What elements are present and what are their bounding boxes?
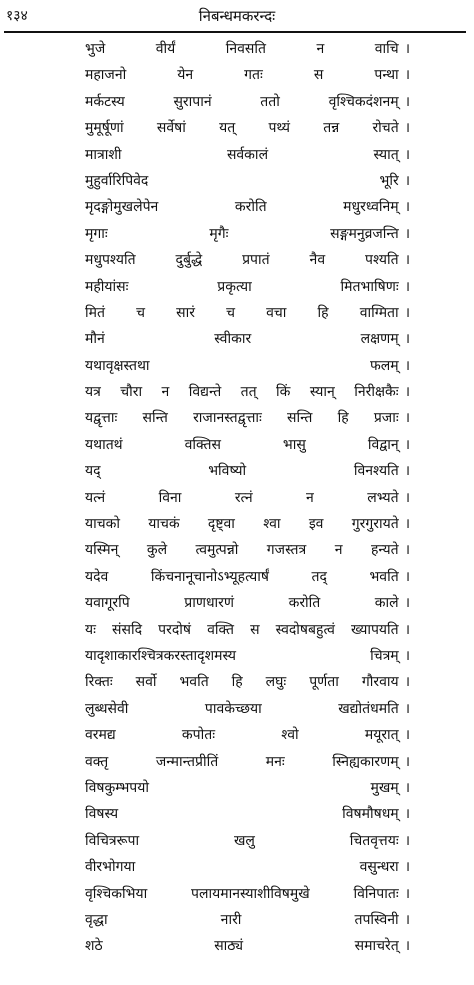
proverb-word: विषकुम्भपयो: [85, 779, 149, 796]
danda-mark: ।: [404, 727, 410, 744]
proverb-text: [85, 617, 399, 643]
proverb-text: [85, 168, 399, 194]
proverb-word: विनश्यति: [353, 463, 399, 480]
proverb-word: च: [136, 304, 145, 321]
proverb-word: प्रकृत्या: [217, 278, 252, 295]
proverb-text: [85, 458, 399, 484]
proverb-word: मर्कटस्य: [85, 93, 125, 110]
proverb-line: [85, 907, 410, 933]
proverb-word: स्निह्यकारणम्: [332, 753, 399, 770]
proverb-word: वाग्मिता: [359, 304, 399, 321]
proverb-text: [85, 485, 399, 511]
proverb-word: यादृशाकारश्चित्रकरस्तादृशमस्य: [85, 647, 237, 664]
proverb-text: [85, 89, 399, 115]
proverb-word: मितभाषिणः: [340, 278, 399, 295]
proverb-line: [85, 854, 410, 880]
proverb-word: न: [334, 542, 343, 559]
danda-mark: ।: [404, 647, 410, 664]
proverb-word: करोति: [234, 199, 267, 216]
proverb-word: विषमौषधम्: [342, 806, 399, 823]
proverb-line: [85, 405, 410, 431]
proverb-text: [85, 405, 399, 431]
proverb-word: नारी: [220, 911, 242, 928]
danda-mark: ।: [404, 621, 410, 638]
proverb-word: खद्योतंधमति: [338, 700, 399, 717]
danda-mark: ।: [404, 832, 410, 849]
proverb-line: [85, 564, 410, 590]
proverb-word: त्वमुत्पन्नो: [195, 542, 239, 559]
proverb-word: वीरभोगया: [85, 859, 136, 876]
proverb-word: प्रपातं: [242, 252, 270, 269]
proverb-word: स: [313, 67, 324, 84]
proverb-word: स: [250, 621, 260, 638]
danda-mark: ।: [404, 885, 410, 902]
proverb-word: स्वदोषबहुत्वं: [275, 621, 335, 638]
danda-mark: ।: [404, 436, 410, 453]
proverb-line: [85, 221, 410, 247]
proverb-text: [85, 537, 399, 563]
proverb-line: [85, 353, 410, 379]
proverb-line: [85, 36, 410, 62]
proverb-word: रिक्तः: [85, 674, 113, 691]
proverb-word: चितवृत्तयः: [349, 832, 399, 849]
proverb-line: [85, 62, 410, 88]
danda-mark: ।: [404, 568, 410, 585]
proverb-line: [85, 115, 410, 141]
danda-mark: ।: [404, 938, 410, 955]
danda-mark: ।: [404, 463, 410, 480]
proverb-word: हि: [231, 674, 243, 691]
proverb-line: [85, 142, 410, 168]
proverb-text: [85, 142, 399, 168]
proverb-word: यथातथं: [85, 436, 123, 453]
proverb-word: मृगैः: [209, 225, 229, 242]
proverb-text: [85, 933, 399, 959]
danda-mark: ।: [404, 700, 410, 717]
proverb-word: शठे: [85, 938, 103, 955]
proverb-word: च: [226, 304, 235, 321]
proverb-word: इव: [308, 516, 324, 533]
proverb-word: रत्नं: [234, 489, 253, 506]
proverb-text: [85, 274, 399, 300]
proverb-text: [85, 353, 399, 379]
proverb-word: मधुरध्वनिम्: [343, 199, 399, 216]
danda-mark: ।: [404, 331, 410, 348]
proverb-word: मधुपश्यति: [85, 252, 136, 269]
proverb-text: [85, 722, 399, 748]
proverb-word: पन्था: [374, 67, 399, 84]
proverb-line: [85, 881, 410, 907]
proverb-word: फलम्: [370, 357, 399, 374]
proverb-line: [85, 933, 410, 959]
danda-mark: ।: [404, 516, 410, 533]
proverb-word: सारं: [176, 304, 195, 321]
proverb-text: [85, 854, 399, 880]
proverb-word: भुजे: [85, 41, 106, 57]
proverb-word: गजस्तत्र: [266, 542, 307, 559]
danda-mark: ।: [404, 410, 410, 427]
proverb-word: वाचि: [374, 41, 399, 57]
proverb-word: मितं: [85, 304, 105, 321]
proverb-word: यवागूरपि: [85, 595, 130, 612]
proverb-word: कपोतः: [181, 727, 216, 744]
proverb-word: महीयांसः: [85, 278, 129, 295]
proverb-text: [85, 194, 399, 220]
danda-mark: ।: [404, 911, 410, 928]
proverb-word: गौरवाय: [361, 674, 399, 691]
proverb-word: विनिपातः: [353, 885, 399, 902]
proverb-word: सन्ति: [142, 410, 168, 427]
proverb-text: [85, 669, 399, 695]
proverb-word: लुब्धसेवी: [85, 700, 129, 717]
proverb-text: [85, 432, 399, 458]
page-number: १३४: [6, 8, 28, 24]
proverb-word: ख्यापयति: [351, 621, 399, 638]
proverb-word: मुखम्: [370, 779, 399, 796]
proverb-word: यः: [85, 621, 96, 638]
proverb-word: सङ्गमनुव्रजन्ति: [330, 225, 399, 242]
proverb-word: लभ्यते: [367, 489, 399, 506]
proverb-word: याचकं: [148, 516, 180, 533]
proverb-word: स्यान्: [309, 384, 335, 401]
proverb-text: [85, 247, 399, 273]
danda-mark: ।: [404, 41, 410, 57]
proverb-line: [85, 749, 410, 775]
proverb-word: पलायमानस्याशीविषमुखे: [191, 885, 310, 902]
proverb-word: यत्नं: [85, 489, 106, 506]
proverb-word: वरमद्य: [85, 727, 116, 744]
proverb-text: [85, 643, 399, 669]
proverb-text: [85, 221, 399, 247]
proverb-word: मयूरात्: [364, 727, 399, 744]
danda-mark: ।: [404, 859, 410, 876]
danda-mark: ।: [404, 304, 410, 321]
proverb-word: किं: [276, 384, 291, 401]
proverb-line: [85, 247, 410, 273]
danda-mark: ।: [404, 67, 410, 84]
proverb-word: तन्न: [323, 120, 340, 137]
danda-mark: ।: [404, 199, 410, 216]
proverb-line: [85, 379, 410, 405]
proverb-text: [85, 775, 399, 801]
proverb-word: वृश्चिकदंशनम्: [328, 93, 399, 110]
proverb-word: प्रजाः: [373, 410, 399, 427]
proverb-word: रोचते: [372, 120, 399, 137]
proverb-line: [85, 511, 410, 537]
running-title: निबन्धमकरन्दः: [198, 7, 276, 25]
danda-mark: ।: [404, 225, 410, 242]
danda-mark: ।: [404, 120, 410, 137]
proverb-word: हि: [317, 304, 329, 321]
proverb-word: यथावृक्षस्तथा: [85, 357, 150, 374]
proverb-word: यस्मिन्: [85, 542, 119, 559]
proverb-word: सर्वो: [135, 674, 157, 691]
proverb-word: पथ्यं: [268, 120, 290, 137]
proverb-list: [85, 36, 410, 960]
danda-mark: ।: [404, 674, 410, 691]
proverb-word: कुले: [146, 542, 168, 559]
proverb-word: लघुः: [265, 674, 287, 691]
proverb-word: परदोषं: [158, 621, 191, 638]
proverb-word: यत्र: [85, 384, 101, 401]
proverb-word: वसुन्धरा: [359, 859, 399, 876]
proverb-text: [85, 300, 399, 326]
proverb-word: मनः: [265, 753, 285, 770]
danda-mark: ।: [404, 252, 410, 269]
danda-mark: ।: [404, 753, 410, 770]
proverb-word: वक्तिस: [184, 436, 221, 453]
proverb-word: पावकेच्छया: [204, 700, 262, 717]
proverb-word: तद्: [311, 568, 327, 585]
proverb-word: चित्रम्: [370, 647, 399, 664]
proverb-word: हन्यते: [370, 542, 399, 559]
danda-mark: ।: [404, 278, 410, 295]
proverb-line: [85, 775, 410, 801]
proverb-word: निवसति: [225, 41, 266, 57]
proverb-line: [85, 326, 410, 352]
danda-mark: ।: [404, 357, 410, 374]
proverb-word: मौनं: [85, 331, 105, 348]
proverb-text: [85, 696, 399, 722]
danda-mark: ।: [404, 384, 410, 401]
proverb-word: न: [161, 384, 170, 401]
proverb-word: समाचरेत्: [354, 938, 399, 955]
proverb-word: साठ्यं: [214, 938, 244, 955]
proverb-line: [85, 485, 410, 511]
proverb-text: [85, 379, 399, 405]
proverb-word: भवति: [369, 568, 399, 585]
proverb-word: किंचनानूचानोऽभ्यूहत्यार्षं: [150, 568, 270, 585]
proverb-word: न: [306, 489, 314, 506]
proverb-word: तत्: [240, 384, 257, 401]
proverb-word: हि: [337, 410, 349, 427]
proverb-word: याचको: [85, 516, 121, 533]
proverb-line: [85, 89, 410, 115]
proverb-text: [85, 564, 399, 590]
proverb-word: यद्वृत्ताः: [85, 410, 118, 427]
proverb-word: सर्वेषां: [156, 120, 186, 137]
proverb-word: खलु: [233, 832, 255, 849]
proverb-word: मुहुर्वारिपिवेद: [85, 172, 149, 189]
proverb-word: विचित्ररूपा: [85, 832, 140, 849]
proverb-word: मात्राशी: [85, 146, 122, 163]
danda-mark: ।: [404, 806, 410, 823]
proverb-line: [85, 696, 410, 722]
proverb-line: [85, 458, 410, 484]
proverb-word: श्वो: [281, 727, 299, 744]
proverb-text: [85, 801, 399, 827]
danda-mark: ।: [404, 542, 410, 559]
proverb-word: येन: [177, 67, 194, 84]
proverb-word: भूरि: [379, 172, 399, 189]
proverb-word: काले: [374, 595, 399, 612]
proverb-word: पूर्णता: [309, 674, 339, 691]
header-rule: [4, 31, 466, 33]
proverb-word: ततो: [260, 93, 280, 110]
proverb-word: वक्ति: [207, 621, 234, 638]
proverb-line: [85, 801, 410, 827]
danda-mark: ।: [404, 93, 410, 110]
proverb-word: विना: [158, 489, 182, 506]
danda-mark: ।: [404, 595, 410, 612]
proverb-word: संसदि: [112, 621, 143, 638]
proverb-word: वक्तृ: [85, 753, 109, 770]
proverb-word: भासु: [282, 436, 306, 453]
proverb-word: सुरापानं: [173, 93, 212, 110]
proverb-word: वचा: [266, 304, 287, 321]
proverb-word: मृदङ्गोमुखलेपेन: [85, 199, 159, 216]
proverb-word: विद्यन्ते: [188, 384, 222, 401]
proverb-word: वृद्धा: [85, 911, 108, 928]
proverb-word: मृगाः: [85, 225, 108, 242]
proverb-word: निरीक्षकैः: [354, 384, 399, 401]
proverb-text: [85, 749, 399, 775]
proverb-word: सन्ति: [287, 410, 313, 427]
proverb-word: राजानस्तद्वृत्ताः: [193, 410, 262, 427]
proverb-text: [85, 828, 399, 854]
proverb-line: [85, 828, 410, 854]
proverb-word: पश्यति: [365, 252, 399, 269]
proverb-word: तपस्विनी: [354, 911, 399, 928]
proverb-word: जन्मान्तप्रीतिं: [155, 753, 219, 770]
proverb-line: [85, 643, 410, 669]
proverb-line: [85, 722, 410, 748]
proverb-word: महाजनो: [85, 67, 127, 84]
proverb-word: वीर्यं: [155, 41, 176, 57]
proverb-word: विद्वान्: [367, 436, 399, 453]
page-header: [0, 4, 474, 30]
proverb-word: प्राणधारणं: [184, 595, 235, 612]
proverb-word: मुमूर्षूणां: [85, 120, 124, 137]
proverb-word: गुरगुरायते: [351, 516, 399, 533]
proverb-word: सर्वकालं: [226, 146, 269, 163]
proverb-line: [85, 617, 410, 643]
proverb-line: [85, 537, 410, 563]
proverb-line: [85, 194, 410, 220]
proverb-word: न: [316, 41, 325, 57]
proverb-text: [85, 36, 399, 62]
proverb-word: श्वा: [263, 516, 281, 533]
proverb-line: [85, 168, 410, 194]
proverb-word: स्यात्: [373, 146, 399, 163]
proverb-word: यत्: [219, 120, 236, 137]
proverb-word: लक्षणम्: [360, 331, 399, 348]
danda-mark: ।: [404, 172, 410, 189]
proverb-word: यद्: [85, 463, 101, 480]
proverb-text: [85, 907, 399, 933]
proverb-word: चौरा: [120, 384, 143, 401]
proverb-word: दुर्बुद्धे: [175, 252, 203, 269]
danda-mark: ।: [404, 489, 410, 506]
proverb-word: गतः: [244, 67, 263, 84]
proverb-text: [85, 326, 399, 352]
proverb-word: विषस्य: [85, 806, 119, 823]
proverb-text: [85, 62, 399, 88]
proverb-word: भवति: [179, 674, 209, 691]
proverb-line: [85, 432, 410, 458]
proverb-line: [85, 300, 410, 326]
proverb-word: नैव: [309, 252, 326, 269]
proverb-text: [85, 511, 399, 537]
danda-mark: ।: [404, 779, 410, 796]
proverb-text: [85, 590, 399, 616]
proverb-line: [85, 274, 410, 300]
proverb-word: करोति: [288, 595, 321, 612]
danda-mark: ।: [404, 146, 410, 163]
proverb-text: [85, 115, 399, 141]
proverb-word: स्वीकार: [214, 331, 252, 348]
proverb-word: यदेव: [85, 568, 109, 585]
proverb-word: वृश्चिकभिया: [85, 885, 148, 902]
proverb-text: [85, 881, 399, 907]
proverb-line: [85, 669, 410, 695]
proverb-word: दृष्ट्वा: [207, 516, 235, 533]
proverb-line: [85, 590, 410, 616]
proverb-word: भविष्यो: [208, 463, 247, 480]
